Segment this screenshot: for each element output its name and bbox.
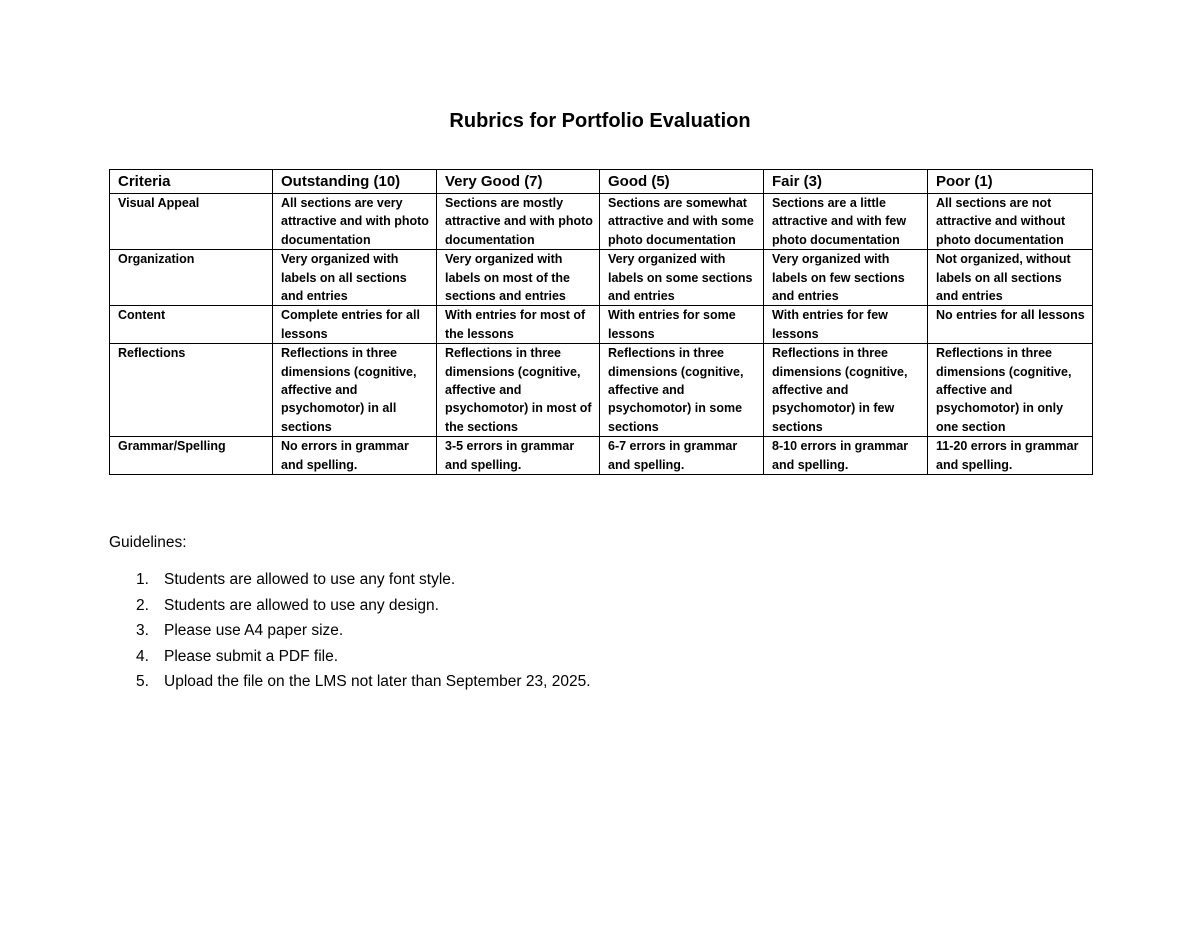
list-item-text: Students are allowed to use any font style.: [164, 571, 456, 588]
table-cell: 8-10 errors in grammar and spelling.: [764, 437, 928, 475]
list-item: [109, 644, 591, 670]
table-cell: All sections are very attractive and with photo documentation: [273, 194, 437, 250]
table-cell: All sections are not attractive and without photo documentation: [928, 194, 1093, 250]
table-cell: Reflections in three dimensions (cognitive, affective and psychomotor) in some sections: [600, 344, 764, 437]
list-item-text: Upload the file on the LMS not later than September 23, 2025.: [164, 673, 591, 690]
header-fair: Fair (3): [764, 170, 928, 194]
table-cell: No errors in grammar and spelling.: [273, 437, 437, 475]
criteria-cell: Grammar/Spelling: [110, 437, 273, 475]
guidelines-list: [109, 567, 591, 695]
rubric-table: [109, 169, 1093, 475]
table-header-row: [110, 170, 1093, 194]
page-title: Rubrics for Portfolio Evaluation: [449, 110, 751, 132]
table-cell: Very organized with labels on few sections and entries: [764, 250, 928, 306]
table-cell: Complete entries for all lessons: [273, 306, 437, 344]
table-cell: Sections are somewhat attractive and with some photo documentation: [600, 194, 764, 250]
table-cell: Very organized with labels on all sections and entries: [273, 250, 437, 306]
table-cell: Sections are a little attractive and with few photo documentation: [764, 194, 928, 250]
list-item-number: 5.: [136, 673, 149, 690]
criteria-cell: Visual Appeal: [110, 194, 273, 250]
list-item-text: Students are allowed to use any design.: [164, 596, 439, 614]
table-cell: Very organized with labels on some sections and entries: [600, 250, 764, 306]
table-cell: With entries for most of the lessons: [437, 306, 600, 344]
header-criteria: Criteria: [110, 170, 273, 194]
table-cell: 6-7 errors in grammar and spelling.: [600, 437, 764, 475]
table-cell: Reflections in three dimensions (cognitive, affective and psychomotor) in most of the sections: [437, 344, 600, 437]
list-item-number: 2.: [136, 596, 149, 614]
table-row: [110, 344, 1093, 437]
criteria-cell: Content: [110, 306, 273, 344]
table-row: [110, 306, 1093, 344]
list-item-text: Please use A4 paper size.: [164, 622, 344, 639]
header-very-good: Very Good (7): [437, 170, 600, 194]
table-cell: Reflections in three dimensions (cognitive, affective and psychomotor) in all sections: [273, 344, 437, 437]
header-poor: Poor (1): [928, 170, 1093, 194]
header-outstanding: Outstanding (10): [273, 170, 437, 194]
table-cell: Reflections in three dimensions (cognitive, affective and psychomotor) in few sections: [764, 344, 928, 437]
list-item: [109, 669, 591, 695]
table-cell: Not organized, without labels on all sections and entries: [928, 250, 1093, 306]
list-item-number: 1.: [136, 571, 149, 588]
table-cell: Sections are mostly attractive and with photo documentation: [437, 194, 600, 250]
table-row: [110, 250, 1093, 306]
header-good: Good (5): [600, 170, 764, 194]
table-cell: 3-5 errors in grammar and spelling.: [437, 437, 600, 475]
table-cell: No entries for all lessons: [928, 306, 1093, 344]
table-cell: 11-20 errors in grammar and spelling.: [928, 437, 1093, 475]
table-cell: With entries for few lessons: [764, 306, 928, 344]
criteria-cell: Reflections: [110, 344, 273, 437]
table-row: [110, 194, 1093, 250]
list-item-text: Please submit a PDF file.: [164, 647, 339, 665]
table-cell: Reflections in three dimensions (cognitive, affective and psychomotor) in only one section: [928, 344, 1093, 437]
list-item: [109, 618, 591, 644]
list-item: [109, 593, 591, 619]
list-item-number: 4.: [136, 647, 149, 665]
table-cell: Very organized with labels on most of the sections and entries: [437, 250, 600, 306]
table-row: [110, 437, 1093, 475]
list-item-number: 3.: [136, 622, 149, 639]
criteria-cell: Organization: [110, 250, 273, 306]
table-cell: With entries for some lessons: [600, 306, 764, 344]
list-item: [109, 567, 591, 593]
guidelines-heading: Guidelines:: [109, 534, 187, 551]
